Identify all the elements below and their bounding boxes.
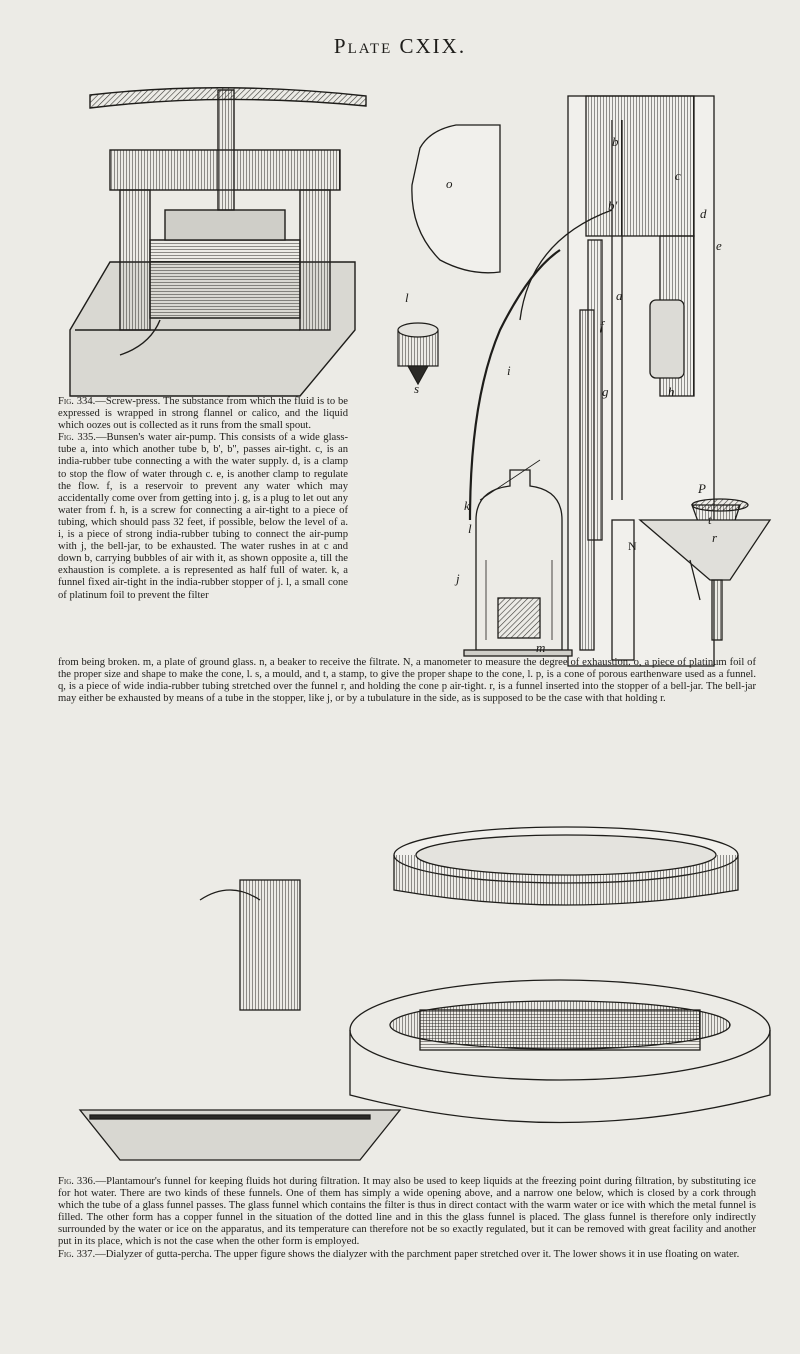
dialyzer-figure [350,827,770,1123]
fig-336-label: Fig. 336. [58,1176,96,1187]
caption-fig-337 [58,1249,756,1261]
label-b: b [612,134,619,149]
label-m: m [536,640,546,655]
label-j: j [456,571,460,586]
caption-fig-335 [58,432,348,601]
label-s: s [414,381,420,396]
label-i: i [507,363,511,378]
fig-337-label: Fig. 337. [58,1248,96,1260]
caption-continued [58,657,756,705]
label-o: o [446,176,453,191]
caption-bottom [58,1176,756,1261]
fig-334-text: —Screw-press. The substance from which the fluid is to be expressed is wrapped in strong flannel or calico, and the liquid which oozes out is collected as it runs from the small spout. [58,396,348,432]
label-d: d [700,206,707,221]
screw-press-figure [70,88,366,396]
label-l-funnel: l [468,521,472,536]
label-g: g [602,384,609,399]
caption-fig-336 [58,1176,756,1249]
label-l: l [405,290,409,305]
label-e: e [716,238,722,253]
label-n: N [628,539,637,553]
bell-jar-figure [464,460,572,656]
fig-335-label: Fig. 335. [58,432,96,444]
fig-336-text: —Plantamour's funnel for keeping fluids hot during filtration. It may also be used to keep liquids at the freezing point during filtration, by substituting ice for hot water. There are two kinds of these funnels. One of them has simply a wide opening above, and a narrow one below, which is closed by a cork through which the tube of a glass funnel passes. The glass funnel which contains the filter is thus in direct contact with the warm water or ice with which the metal funnel is filled. The other form has a copper funnel in the situation of the dotted line and in this the glass funnel is placed. The glass funnel is therefore only indirectly surrounded by the water or ice on the apparatus, and its temperature can therefore not be so exactly regulated, but it can be removed with great facility and another put in its place, which is not the case when the other form is employed. [58,1176,756,1248]
fig-334-label: Fig. 334. [58,396,96,407]
fig-337-text: —Dialyzer of gutta-percha. The upper figure shows the dialyzer with the parchment paper stretched over it. The lower shows it in use floating on water. [95,1248,740,1260]
label-b-prime: b' [608,198,618,213]
label-f: f [600,318,604,333]
label-t: t [708,512,712,527]
caption-fig-334 [58,396,348,432]
label-a: a [616,288,623,303]
caption-column [58,396,348,602]
label-p: P [698,481,706,496]
plantamour-funnel-figure [80,880,400,1160]
stamp-and-mould-figure [398,323,438,384]
plate-title: Plate CXIX. [333,34,467,58]
platinum-foil-figure [412,125,500,273]
fig-335-text-continued: from being broken. m, a plate of ground glass. n, a beaker to receive the filtrate. N, a manometer to measure the degree of exhaustion. o, a piece of platinum foil of the proper size and shape to make the cone, l. s, a mould, and t, a stamp, to give the proper shape to the cone, l. p, is a cone of porous earthenware used as a funnel. q, is a piece of wide india-rubber tubing stretched over the funnel r, and holding the cone p air-tight. r, is a funnel inserted into the stopper of a bell-jar. The bell-jar may either be exhausted by means of a tube in the stopper, like j, or by a tubulature in the side, as is supposed to be the case with that holding r. [58,657,756,705]
label-r: r [712,530,718,545]
label-k: k [464,498,470,513]
label-h: h [668,384,675,399]
label-c: c [675,168,681,183]
fig-335-text: —Bunsen's water air-pump. This consists of a wide glass-tube a, into which another tube b, b', b'', passes air-tight. c, is an india-rubber tube connecting a with the water supply. d, is a clamp to stop the flow of water through c. e, is another clamp to regulate the flow. f, is a reservoir to prevent any water which may accidentally come over from getting into j. g, is a plug to let out any water from f. h, is a screw for connecting a air-tight to a piece of tubing, which should pass 32 feet, if possible, below the level of a. i, is a piece of strong india-rubber tubing to connect the air-pump with j, the bell-jar, to be exhausted. The water rushes in at c and down b, carrying bubbles of air with it, as shown opposite a, till the exhaustion is complete. a is represented as half full of water. k, a funnel fixed air-tight in the india-rubber stopper of j. l, a small cone of platinum foil to prevent the filter [58,432,348,601]
